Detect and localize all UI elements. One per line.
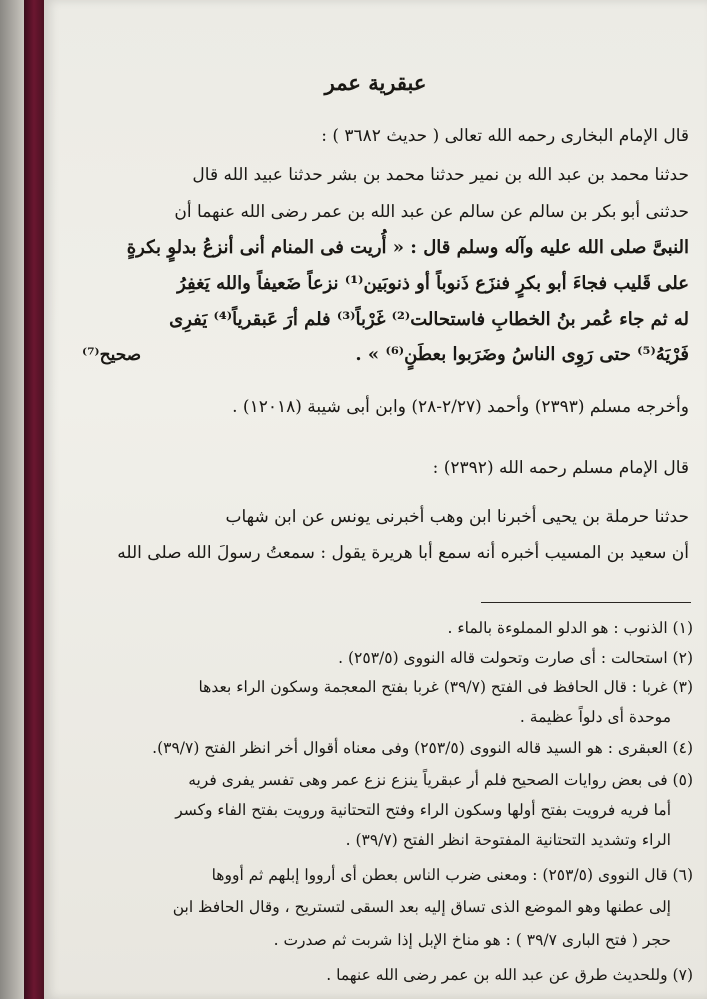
matn-line: النبىَّ صلى الله عليه وآله وسلم قال : « أُريت فى المنام أنى أنزعُ بدلوٍ بكرةٍ bbox=[126, 237, 689, 258]
grade-label: صحيح⁽⁷⁾ bbox=[82, 345, 142, 365]
footnote-6-cont: حجر ( فتح البارى ٣٩/٧ ) : هو مناخ الإبل إذا شربت ثم صدرت . bbox=[273, 931, 671, 949]
isnad-line: حدثنى أبو بكر بن سالم عن سالم عن عبد الله بن عمر رضى الله عنهما أن bbox=[174, 202, 689, 222]
book-binding-band bbox=[24, 0, 44, 999]
matn-line: فَرْيَهُ⁽⁵⁾ حتى رَوِى الناسُ وضَرَبوا بعطَنٍ⁽⁶⁾ » . bbox=[355, 344, 689, 365]
footnote-separator bbox=[481, 602, 691, 603]
footnote-2: (٢) استحالت : أى صارت وتحولت قاله النووى (٢٥٣/٥) . bbox=[338, 649, 693, 667]
book-spine-edge bbox=[0, 0, 24, 999]
footnote-5-cont: أما فريه فرويت بفتح أولها وسكون الراء وفتح التحتانية ورويت بفتح الفاء وكسر bbox=[175, 801, 671, 819]
page-title: عبقرية عمر bbox=[324, 70, 427, 95]
footnote-6-cont: إلى عطنها وهو الموضع الذى تساق إليه بعد السقى لتستريح ، وقال الحافظ ابن bbox=[172, 898, 671, 916]
book-page bbox=[44, 0, 707, 999]
footnote-3-cont: موحدة أى دلواً عظيمة . bbox=[519, 708, 671, 726]
footnote-5: (٥) فى بعض روايات الصحيح فلم أر عبقرياً ينزع نزع عمر وهى تفسر يفرى فريه bbox=[188, 771, 693, 789]
hadith-intro-bukhari: قال الإمام البخارى رحمه الله تعالى ( حديث ٣٦٨٢ ) : bbox=[321, 126, 689, 146]
footnote-7: (٧) وللحديث طرق عن عبد الله بن عمر رضى الله عنهما . bbox=[326, 966, 693, 984]
footnote-6: (٦) قال النووى (٢٥٣/٥) : ومعنى ضرب الناس بعطن أى أرووا إبلهم ثم أووها bbox=[211, 866, 693, 884]
isnad-line: حدثنا حرملة بن يحيى أخبرنا ابن وهب أخبرنى يونس عن ابن شهاب bbox=[225, 507, 689, 527]
takhrij-line: وأخرجه مسلم (٢٣٩٣) وأحمد (٢/٢٧-٢٨) وابن أبى شيبة (١٢٠١٨) . bbox=[232, 397, 689, 417]
isnad-line: حدثنا محمد بن عبد الله بن نمير حدثنا محمد بن بشر حدثنا عبيد الله قال bbox=[192, 165, 689, 185]
hadith-intro-muslim: قال الإمام مسلم رحمه الله (٢٣٩٢) : bbox=[432, 458, 689, 478]
footnote-1: (١) الذنوب : هو الدلو المملوءة بالماء . bbox=[447, 619, 693, 637]
footnote-5-cont: الراء وتشديد التحتانية المفتوحة انظر الفتح (٣٩/٧) . bbox=[345, 831, 671, 849]
matn-line: على قَليب فجاءَ أبو بكرٍ فنزَع ذَنوباً أو ذنوبَين⁽¹⁾ نزعاً ضَعيفاً والله يَغفِرُ bbox=[177, 273, 689, 294]
isnad-line: أن سعيد بن المسيب أخبره أنه سمع أبا هريرة يقول : سمعتُ رسولَ الله صلى الله bbox=[117, 543, 689, 563]
footnote-4: (٤) العبقرى : هو السيد قاله النووى (٢٥٣/٥) وفى معناه أقوال أخر انظر الفتح (٣٩/٧). bbox=[152, 739, 693, 757]
matn-line: له ثم جاء عُمر بنُ الخطابِ فاستحالت⁽²⁾ غَرْباً⁽³⁾ فلم أرَ عَبقرياً⁽⁴⁾ يَفرِى bbox=[169, 309, 689, 330]
footnote-3: (٣) غربا : قال الحافظ فى الفتح (٣٩/٧) غربا بفتح المعجمة وسكون الراء بعدها bbox=[198, 678, 693, 696]
